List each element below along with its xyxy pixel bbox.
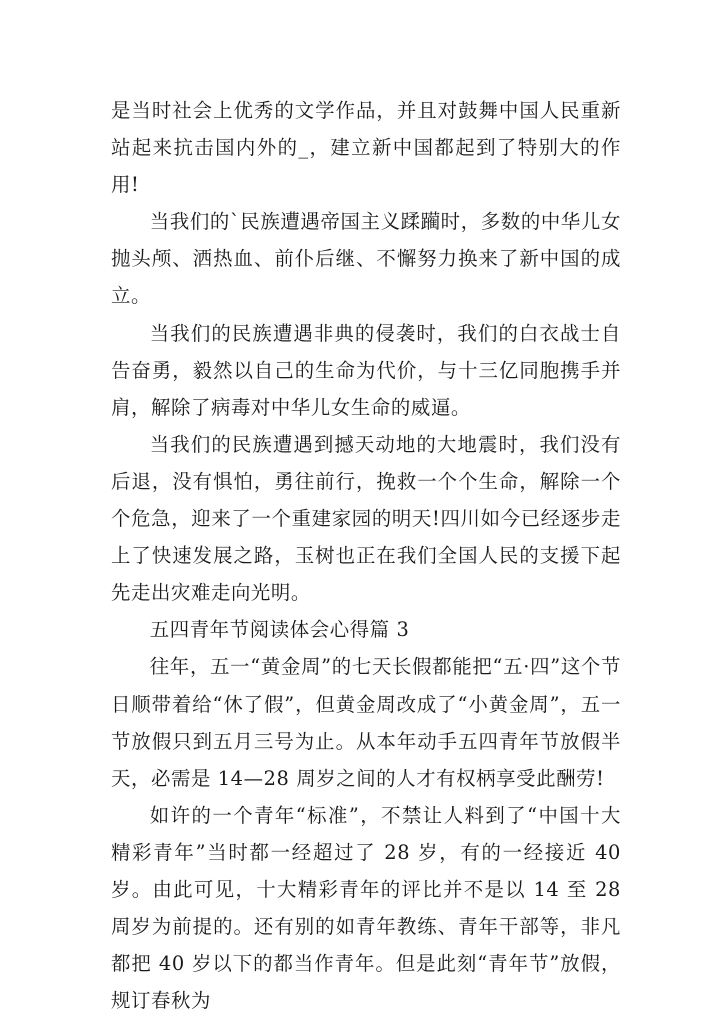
paragraph-2: 当我们的`民族遭遇帝国主义蹂躏时，多数的中华儿女抛头颅、洒热血、前仆后继、不懈努力换来了新中国的成立。	[111, 210, 621, 308]
paragraph-6: 如许的一个青年“标准”，不禁让人料到了“中国十大精彩青年”当时都一经超过了 28 岁，有的一经接近 40 岁。由此可见，十大精彩青年的评比并不是以 14 至 28 周岁为前提的。还有别的如青年教练、青年干部等，非凡都把 40 岁以下的都当作青年。但是此刻“青年节”放假，规订春秋为	[111, 803, 621, 1013]
section-heading: 五四青年节阅读体会心得篇 3	[149, 618, 410, 642]
paragraph-3: 当我们的民族遭遇非典的侵袭时，我们的白衣战士自告奋勇，毅然以自己的生命为代价，与十三亿同胞携手并肩，解除了病毒对中华儿女生命的威逼。	[111, 321, 621, 419]
paragraph-1: 是当时社会上优秀的文学作品，并且对鼓舞中国人民重新站起来抗击国内外的_，建立新中国都起到了特别大的作用!	[111, 99, 621, 197]
body-text	[111, 92, 621, 1019]
paragraph-5: 往年，五一“黄金周”的七天长假都能把“五·四”这个节日顺带着给“休了假”，但黄金周改成了“小黄金周”，五一节放假只到五月三号为止。从本年动手五四青年节放假半天，必需是 14—28 周岁之间的人才有权柄享受此酬劳!	[111, 655, 621, 790]
paragraph-4: 当我们的民族遭遇到撼天动地的大地震时，我们没有后退，没有惧怕，勇往前行，挽救一个个生命，解除一个个危急，迎来了一个重建家园的明天!四川如今已经逐步走上了快速发展之路，玉树也正在我们全国人民的支援下起先走出灾难走向光明。	[111, 432, 621, 605]
